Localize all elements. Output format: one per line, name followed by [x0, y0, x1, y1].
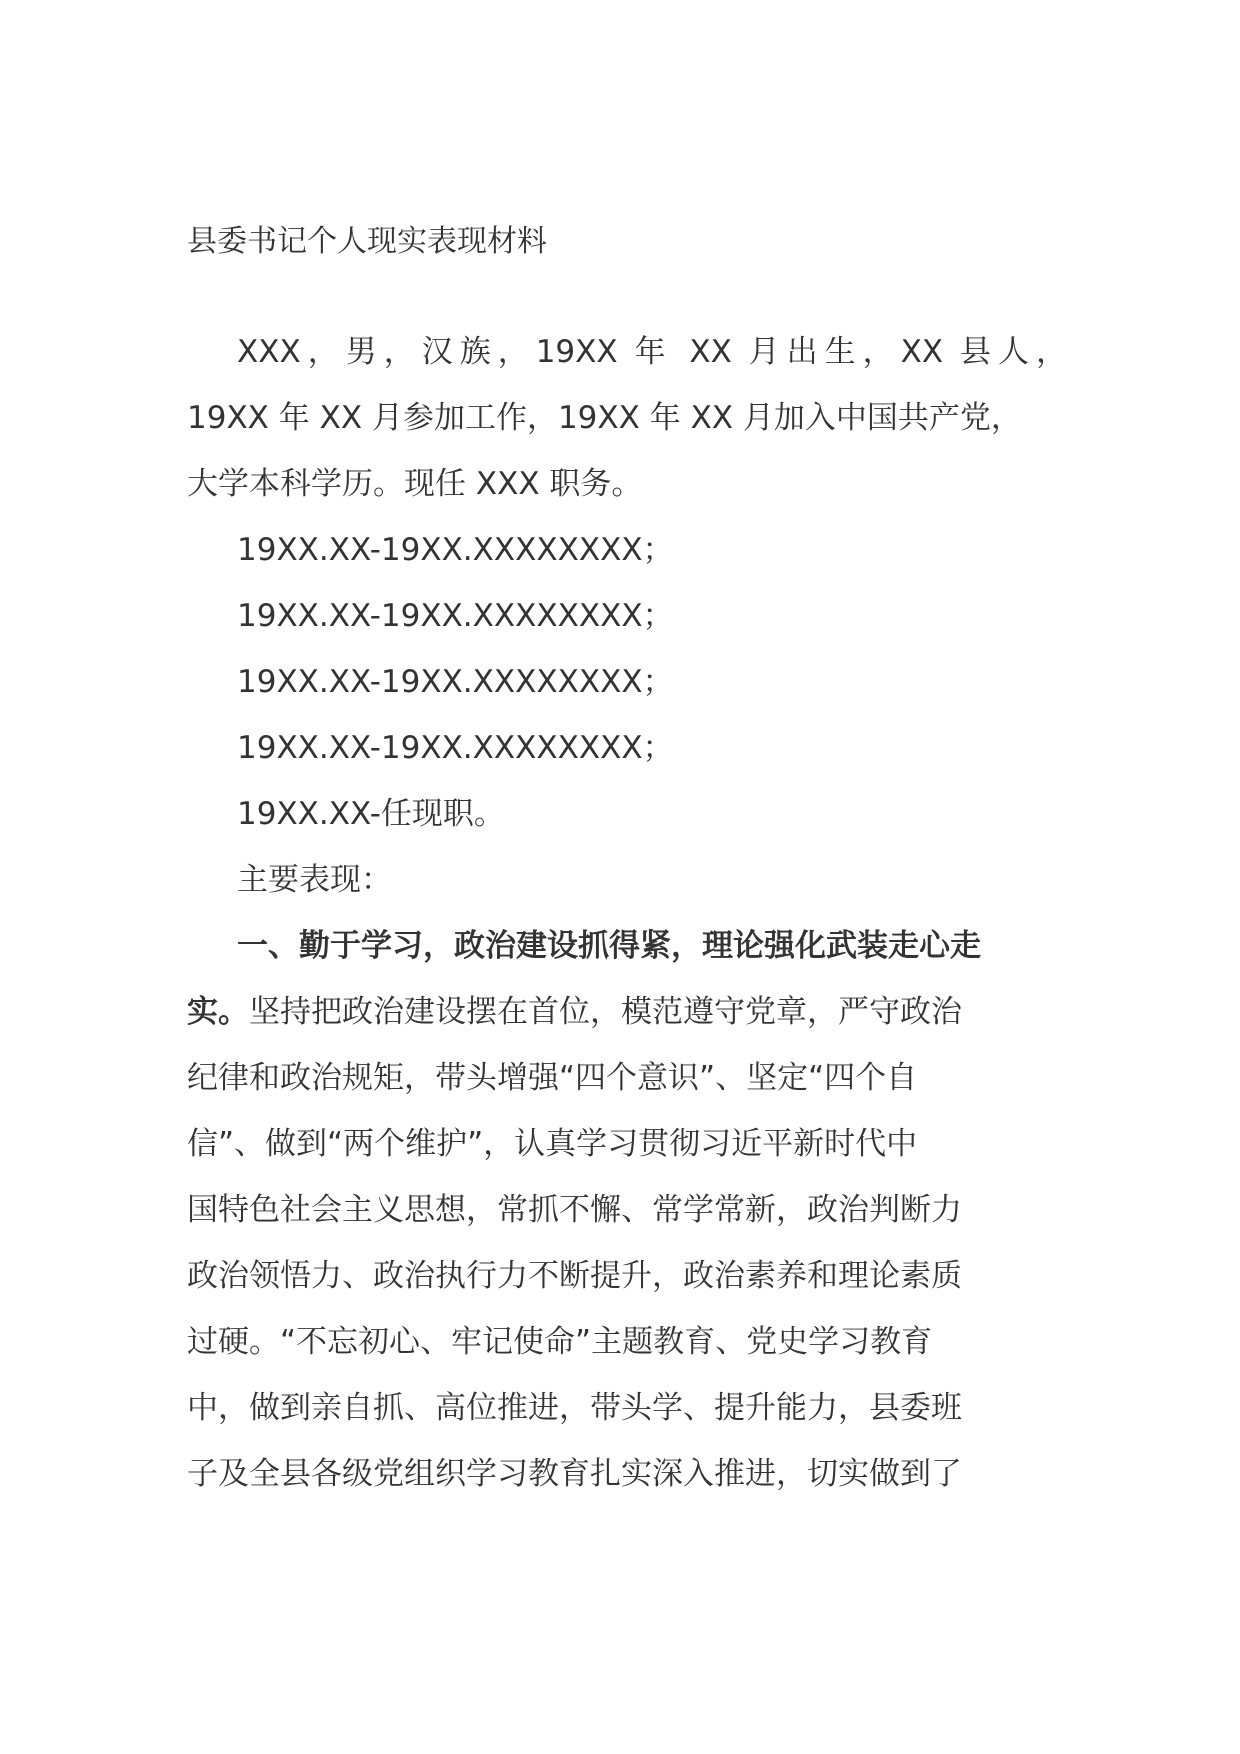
section-1-line: 信”、做到“两个维护”，认真学习贯彻习近平新时代中 — [187, 1126, 918, 1162]
document-title: 县委书记个人现实表现材料 — [187, 224, 547, 259]
section-1-heading-end: 实。 — [187, 994, 249, 1030]
section-1-line: 国特色社会主义思想，常抓不懈、常学常新，政治判断力 — [187, 1192, 962, 1228]
document-body — [187, 319, 1067, 1507]
section-1-line: 过硬。“不忘初心、牢记使命”主题教育、党史学习教育 — [187, 1324, 933, 1360]
bio-line-1: XXX，男，汉族，19XX 年 XX 月出生，XX 县人， — [237, 334, 1067, 370]
section-1-line: 中，做到亲自抓、高位推进，带头学、提升能力，县委班 — [187, 1390, 962, 1426]
career-item: 19XX.XX-19XX.XXXXXXXX； — [237, 730, 674, 766]
section-1-text: 坚持把政治建设摆在首位，模范遵守党章，严守政治 — [249, 994, 962, 1030]
section-1-heading: 一、勤于学习，政治建设抓得紧，理论强化武装走心走 — [237, 928, 981, 964]
bio-line-2: 19XX 年 XX 月参加工作，19XX 年 XX 月加入中国共产党， — [187, 400, 1022, 436]
section-1-line: 子及全县各级党组织学习教育扎实深入推进，切实做到了 — [187, 1456, 962, 1492]
section-1-line: 纪律和政治规矩，带头增强“四个意识”、坚定“四个自 — [187, 1060, 918, 1096]
career-item: 19XX.XX-19XX.XXXXXXXX； — [237, 532, 674, 568]
section-1-line: 政治领悟力、政治执行力不断提升，政治素养和理论素质 — [187, 1258, 962, 1294]
main-performance-label: 主要表现： — [237, 862, 392, 898]
career-item: 19XX.XX-19XX.XXXXXXXX； — [237, 664, 674, 700]
section-1-line — [187, 979, 1067, 1045]
bio-line-3: 大学本科学历。现任 XXX 职务。 — [187, 466, 643, 502]
career-item: 19XX.XX-19XX.XXXXXXXX； — [237, 598, 674, 634]
career-item-current: 19XX.XX-任现职。 — [237, 796, 505, 832]
